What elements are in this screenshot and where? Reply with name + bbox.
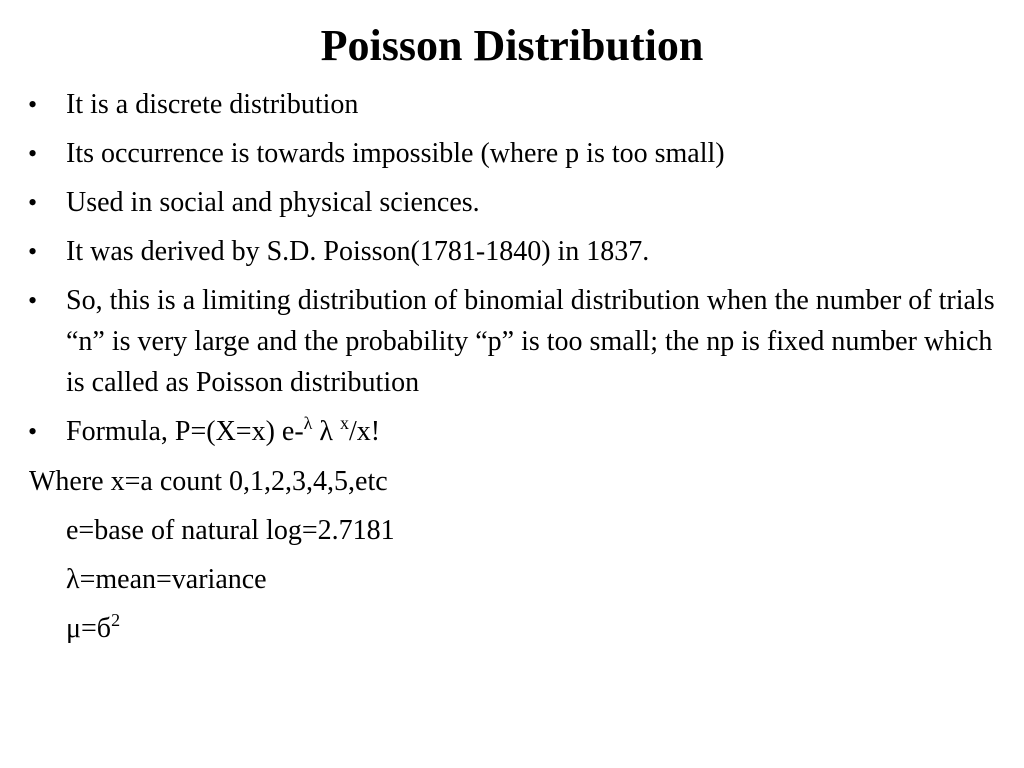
bullet-text: It is a discrete distribution: [66, 89, 359, 120]
bullet-item: [0, 84, 1010, 125]
bullet-icon: •: [28, 237, 38, 266]
bullet-item: [0, 133, 1010, 174]
definition-mu: [29, 608, 395, 649]
bullet-list: [0, 84, 1010, 460]
bullet-icon: •: [28, 286, 38, 315]
formula-lambda: λ: [312, 416, 340, 447]
formula-exponent-x: x: [339, 413, 349, 433]
formula-suffix: /x!: [348, 416, 381, 447]
formula-bullet: [0, 411, 1010, 452]
slide-title: Poisson Distribution: [320, 21, 704, 70]
definition-lambda: λ=mean=variance: [66, 564, 267, 595]
bullet-item: [0, 182, 1010, 223]
bullet-icon: •: [28, 188, 38, 217]
bullet-icon: •: [28, 417, 38, 446]
bullet-item: [0, 231, 1010, 272]
bullet-text: It was derived by S.D. Poisson(1781-1840) in 1837.: [66, 236, 650, 267]
bullet-text: So, this is a limiting distribution of binomial distribution when the number of trials “n” is very large and the probability “p” is too small; the np is fixed number which is called as Poisson distribution: [66, 285, 995, 398]
bullet-icon: •: [28, 139, 38, 168]
bullet-text: Used in social and physical sciences.: [66, 187, 480, 218]
definition-x: Where x=a count 0,1,2,3,4,5,etc: [29, 466, 388, 497]
mu-sigma-exponent: 2: [111, 610, 121, 630]
formula-prefix: Formula, P=(X=x) e-: [66, 416, 304, 447]
mu-sigma-text: μ=б: [66, 613, 112, 644]
definitions-block: [29, 461, 395, 657]
formula-exponent-lambda: λ: [303, 413, 313, 433]
bullet-text: Its occurrence is towards impossible (where p is too small): [66, 138, 725, 169]
bullet-item: [0, 280, 1010, 403]
definition-e: e=base of natural log=2.7181: [66, 515, 395, 546]
bullet-icon: •: [28, 90, 38, 119]
